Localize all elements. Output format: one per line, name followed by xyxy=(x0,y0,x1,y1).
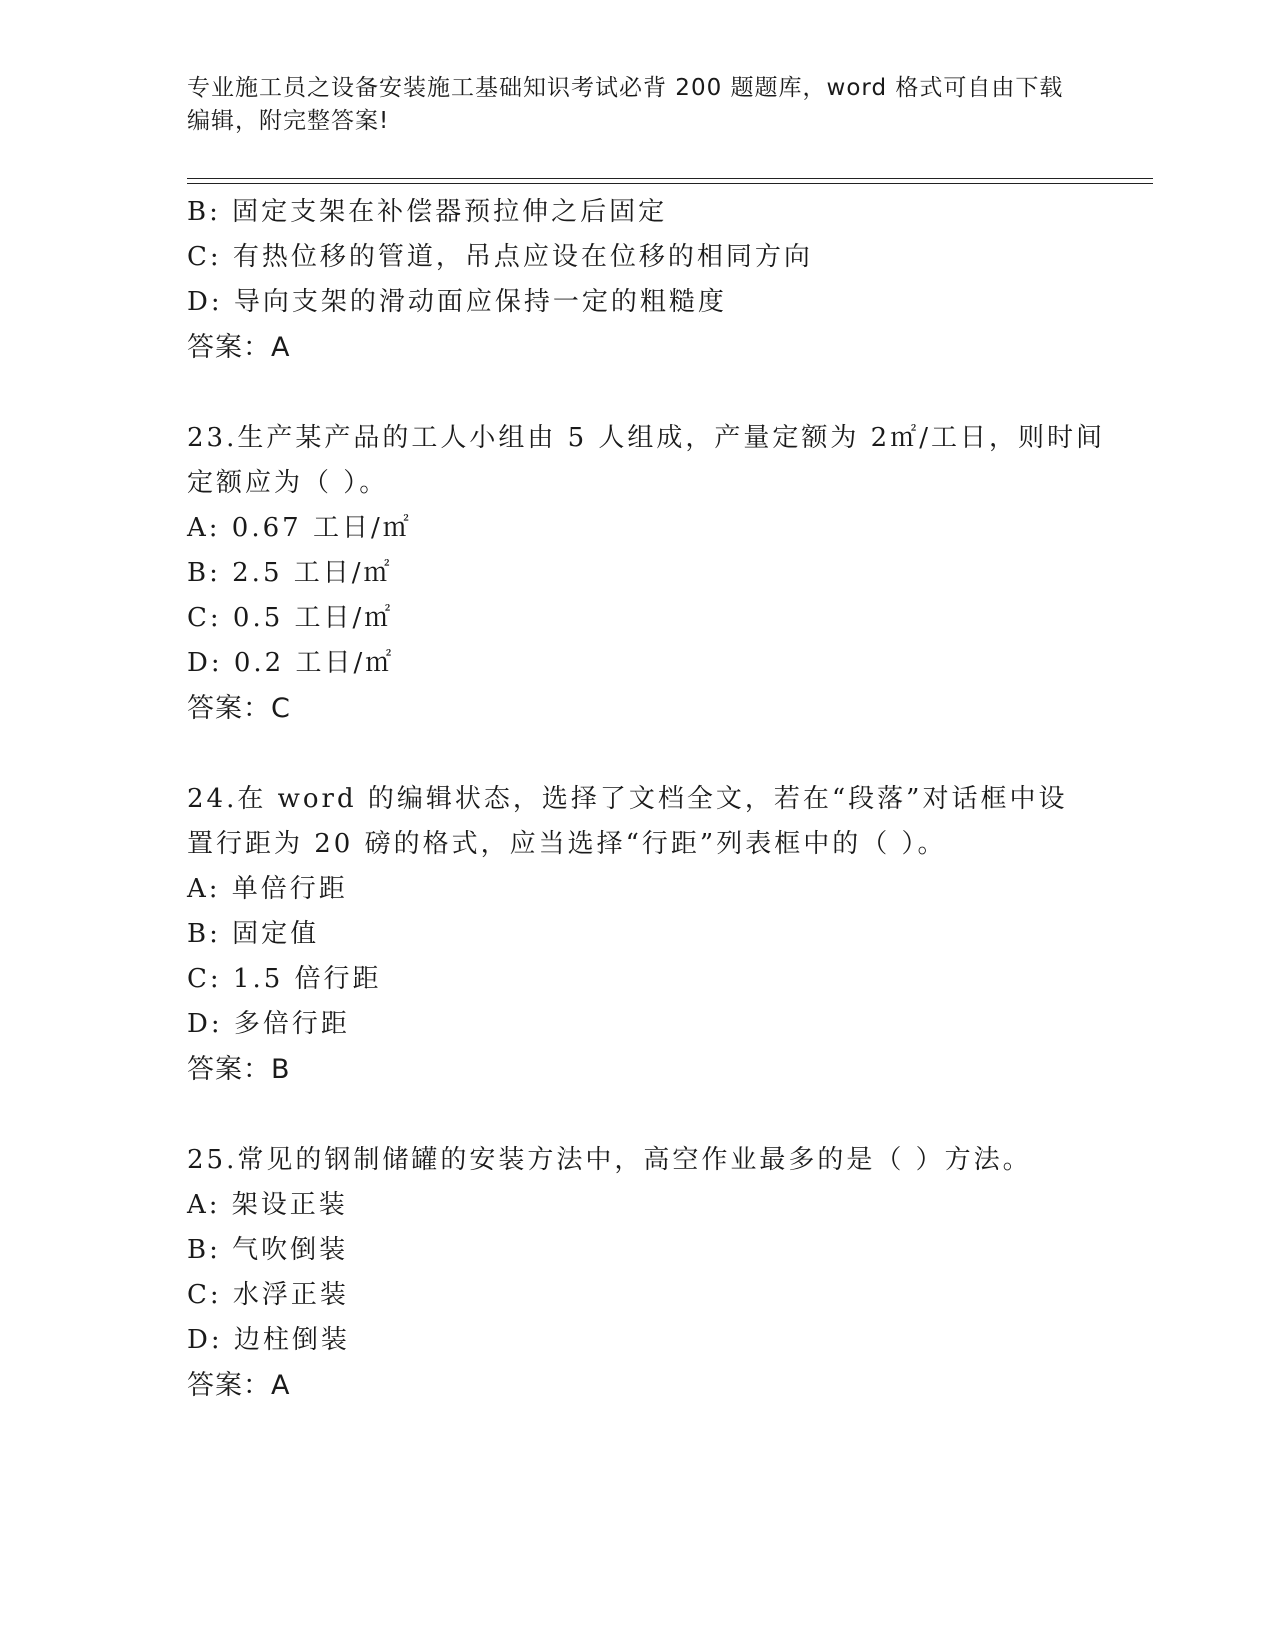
spacer xyxy=(187,370,1153,416)
option-c: C: 1.5 倍行距 xyxy=(187,964,382,994)
spacer xyxy=(187,1092,1153,1138)
question-block-prev xyxy=(187,190,1153,370)
option-b: B: 固定值 xyxy=(187,919,320,949)
option-d: D: 0.2 工日/㎡ xyxy=(187,648,395,678)
question-stem-line-2: 置行距为 20 磅的格式，应当选择“行距”列表框中的（ ）。 xyxy=(187,829,947,859)
option-b: B: 2.5 工日/㎡ xyxy=(187,558,393,588)
question-stem-line-1: 25.常见的钢制储罐的安装方法中，高空作业最多的是（ ）方法。 xyxy=(187,1145,1032,1175)
question-block-24 xyxy=(187,777,1153,1092)
answer-line: 答案：A xyxy=(187,332,291,363)
answer-line: 答案：B xyxy=(187,1054,291,1085)
question-stem-line-2: 定额应为（ ）。 xyxy=(187,468,389,498)
option-d: D: 多倍行距 xyxy=(187,1009,350,1039)
option-b: B: 固定支架在补偿器预拉伸之后固定 xyxy=(187,197,668,227)
option-c: C: 0.5 工日/㎡ xyxy=(187,603,394,633)
header-divider-top xyxy=(187,178,1153,179)
option-a: A: 架设正装 xyxy=(187,1190,348,1220)
option-d: D: 边柱倒装 xyxy=(187,1325,350,1355)
spacer xyxy=(187,731,1153,777)
header-title-line-1: 专业施工员之设备安装施工基础知识考试必背 200 题题库，word 格式可自由下载 xyxy=(187,75,1064,101)
question-stem-line-1: 23.生产某产品的工人小组由 5 人组成，产量定额为 2㎡/工日，则时间 xyxy=(187,423,1105,453)
question-stem-line-1: 24.在 word 的编辑状态，选择了文档全文，若在“段落”对话框中设 xyxy=(187,784,1068,814)
option-a: A: 0.67 工日/㎡ xyxy=(187,513,412,543)
option-d: D: 导向支架的滑动面应保持一定的粗糙度 xyxy=(187,287,727,317)
document-header xyxy=(187,72,1087,138)
answer-line: 答案：A xyxy=(187,1370,291,1401)
question-block-25 xyxy=(187,1138,1153,1408)
header-title-line-2: 编辑，附完整答案! xyxy=(187,108,390,134)
option-c: C: 有热位移的管道，吊点应设在位移的相同方向 xyxy=(187,242,813,272)
question-list xyxy=(187,190,1153,1408)
answer-line: 答案：C xyxy=(187,693,291,724)
option-b: B: 气吹倒装 xyxy=(187,1235,349,1265)
question-block-23 xyxy=(187,416,1153,731)
option-a: A: 单倍行距 xyxy=(187,874,348,904)
option-c: C: 水浮正装 xyxy=(187,1280,349,1310)
header-divider-bottom xyxy=(187,183,1153,184)
